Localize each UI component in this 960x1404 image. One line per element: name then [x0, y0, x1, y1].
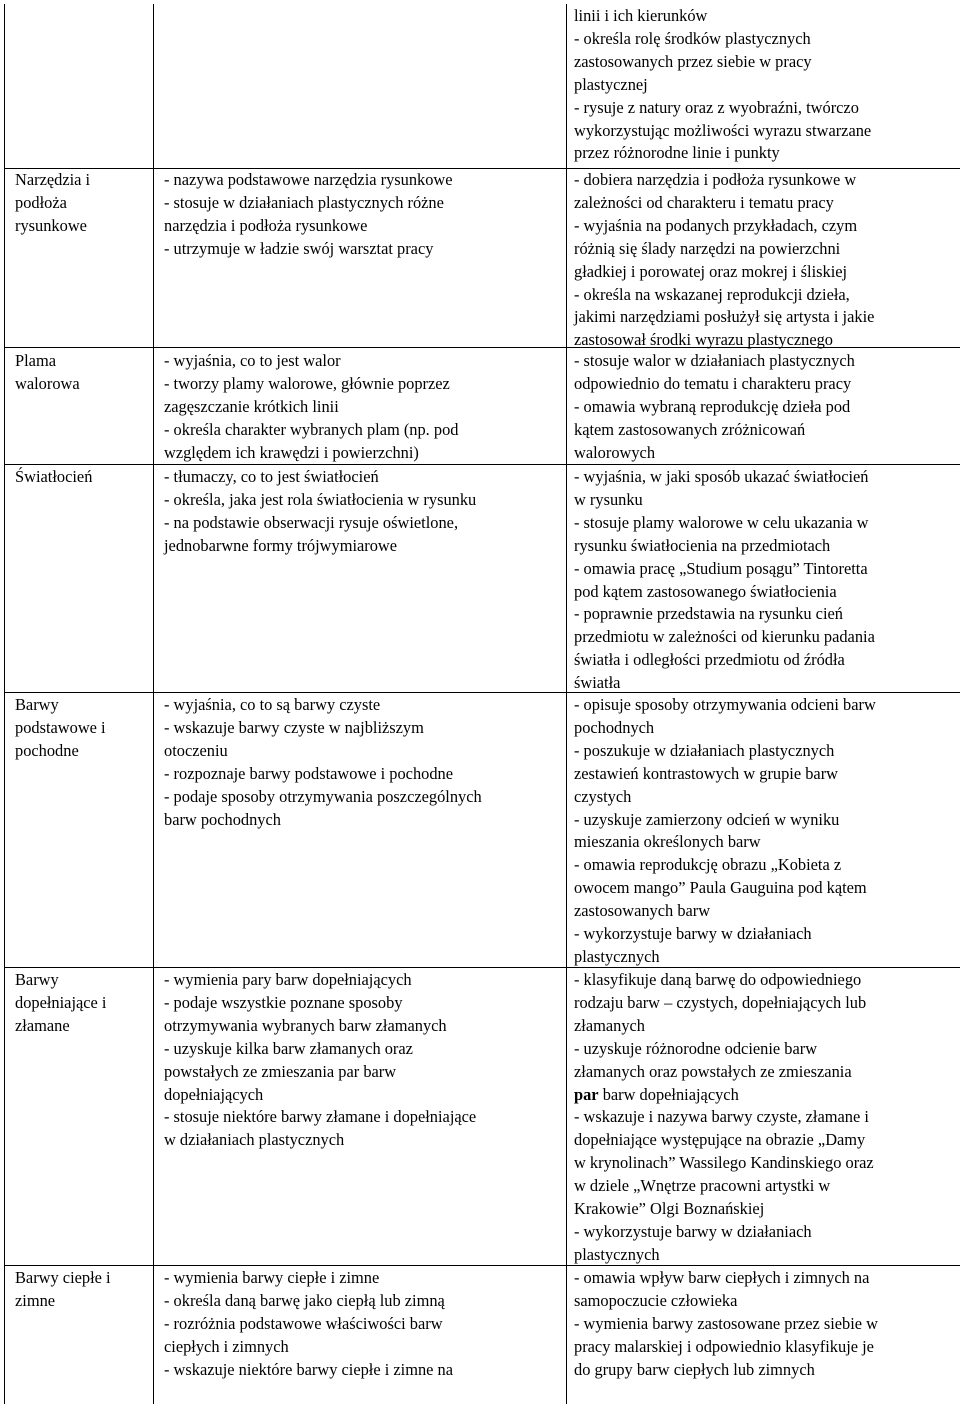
basic-requirements-cell: - wymienia barwy ciepłe i zimne - określa daną barwę jako ciepłą lub zimną - rozróżnia podstawowe właściwości barw ciepłych i zimnych - wskazuje niektóre barwy ciepłe i zimne na — [164, 1268, 453, 1379]
topic-cell: Barwy podstawowe i pochodne — [15, 695, 106, 760]
basic-requirements-cell: - wyjaśnia, co to jest walor - tworzy plamy walorowe, głównie poprzez zagęszczanie krótkich linii - określa charakter wybranych plam (np. pod względem ich krawędzi i powierzchni) — [164, 351, 459, 462]
extended-requirements-cell: - dobiera narzędzia i podłoża rysunkowe w zależności od charakteru i tematu pracy - wyjaśnia na podanych przykładach, czym różnią się ślady narzędzi na powierzchni gładkiej i porowatej oraz mokrej i śliskiej - określa na wskazanej reprodukcji dzieła, jakimi narzędziami posłużył się artysta i jakie zastosował środki wyrazu plastycznego — [574, 170, 875, 350]
basic-requirements-cell: - wyjaśnia, co to są barwy czyste - wskazuje barwy czyste w najbliższym otoczeniu - rozpoznaje barwy podstawowe i pochodne - podaje sposoby otrzymywania poszczególnych barw pochodnych — [164, 695, 482, 829]
topic-cell: Narzędzia i podłoża rysunkowe — [15, 170, 91, 235]
extended-requirements-cell: - stosuje walor w działaniach plastycznych odpowiednio do tematu i charakteru pracy - omawia wybraną reprodukcję dzieła pod kątem zastosowanych zróżnicowań walorowych — [574, 351, 855, 462]
topic-cell: Światłocień — [15, 467, 93, 486]
curriculum-table — [4, 4, 960, 1404]
extended-requirements-cell: - opisuje sposoby otrzymywania odcieni barw pochodnych - poszukuje w działaniach plastycznych zestawień kontrastowych w grupie barw czystych - uzyskuje zamierzony odcień w wyniku mieszania określonych barw - omawia reprodukcję obrazu „Kobieta z owocem mango” Paula Gauguina pod kątem zastosowanych barw - wykorzystuje barwy w działaniach plastycznych — [574, 695, 876, 966]
column-divider-2 — [566, 4, 567, 1404]
topic-cell: Barwy dopełniające i złamane — [15, 970, 107, 1035]
basic-requirements-cell: - tłumaczy, co to jest światłocień - określa, jaka jest rola światłocienia w rysunku - na podstawie obserwacji rysuje oświetlone, jednobarwne formy trójwymiarowe — [164, 467, 477, 555]
column-divider-1 — [153, 4, 154, 1404]
extended-requirements-cell: - wyjaśnia, w jaki sposób ukazać światłocień w rysunku - stosuje plamy walorowe w celu ukazania w rysunku światłocienia na przedmiotach - omawia pracę „Studium posągu” Tintoretta pod kątem zastosowanego światłocienia - poprawnie przedstawia na rysunku cień przedmiotu w zależności od kierunku padania światła i odległości przedmiotu od źródła światła — [574, 467, 875, 693]
extended-requirements-cell — [574, 969, 960, 1267]
extended-text-part: barw dopełniających - wskazuje i nazywa barwy czyste, złamane i dopełniające występujące na obrazie „Damy w krynolinach” Wassilego Kandinskiego oraz w dziele „Wnętrze pracowni artystki w Krakowie” Olgi Boznańskiej - wykorzystuje barwy w działaniach plastycznych — [574, 1084, 874, 1264]
carryover-extended-text: linii i ich kierunków - określa rolę środków plastycznych zastosowanych przez siebie w pracy plastycznej - rysuje z natury oraz z wyobraźni, twórczo wykorzystując możliwości wyrazu stwarzane przez różnorodne linie i punkty — [574, 6, 872, 163]
basic-requirements-cell: - nazywa podstawowe narzędzia rysunkowe - stosuje w działaniach plastycznych różne narzędzia i podłoża rysunkowe - utrzymuje w ładzie swój warsztat pracy — [164, 170, 453, 258]
bold-emphasis: par — [574, 1084, 599, 1104]
basic-requirements-cell: - wymienia pary barw dopełniających - podaje wszystkie poznane sposoby otrzymywania wybranych barw złamanych - uzyskuje kilka barw złamanych oraz powstałych ze zmieszania par barw dopełniających - stosuje niektóre barwy złamane i dopełniające w działaniach plastycznych — [164, 970, 477, 1150]
extended-requirements-cell: - omawia wpływ barw ciepłych i zimnych na samopoczucie człowieka - wymienia barwy zastosowane przez siebie w pracy malarskiej i odpowiednio klasyfikuje je do grupy barw ciepłych lub zimnych — [574, 1268, 879, 1379]
extended-text-part: - klasyfikuje daną barwę do odpowiedniego rodzaju barw – czystych, dopełniających lub złamanych - uzyskuje różnorodne odcienie barw złamanych oraz powstałych ze zmieszania — [574, 970, 867, 1081]
topic-cell: Barwy ciepłe i zimne — [15, 1268, 111, 1310]
topic-cell: Plama walorowa — [15, 351, 80, 393]
